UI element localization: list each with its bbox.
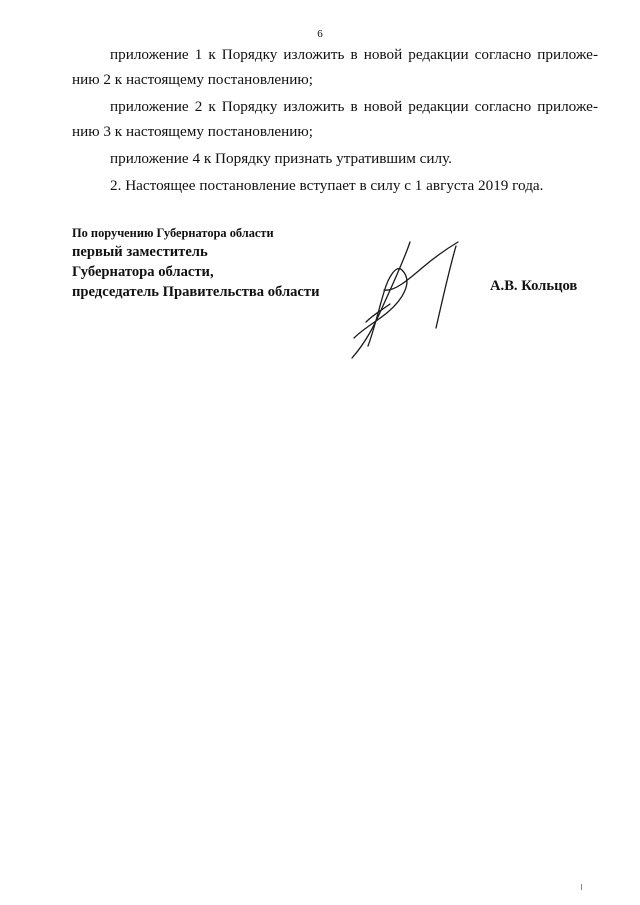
- signer-line-position-1: первый заместитель: [72, 244, 208, 260]
- signer-name: А.В. Кольцов: [490, 278, 578, 294]
- signer-line-authority: По поручению Губернатора области: [72, 226, 274, 240]
- paragraph-4: 2. Настоящее постановление вступает в силу с 1 августа 2019 года.: [110, 177, 544, 194]
- paragraph-2: приложение 2 к Порядку изложить в новой редакции согласно приложению 3 к настоящему постановлению;: [72, 98, 598, 140]
- paragraph-1: приложение 1 к Порядку изложить в новой редакции согласно приложению 2 к настоящему постановлению;: [72, 46, 598, 88]
- paragraph-3: приложение 4 к Порядку признать утратившим силу.: [110, 150, 452, 167]
- scan-edge-mark: [581, 884, 582, 890]
- body-text: [72, 42, 598, 200]
- signer-line-position-2: Губернатора области,: [72, 264, 214, 280]
- page-number: 6: [317, 28, 323, 40]
- signature-block: [72, 222, 598, 362]
- signer-line-position-3: председатель Правительства области: [72, 284, 320, 300]
- handwritten-signature: [344, 230, 464, 365]
